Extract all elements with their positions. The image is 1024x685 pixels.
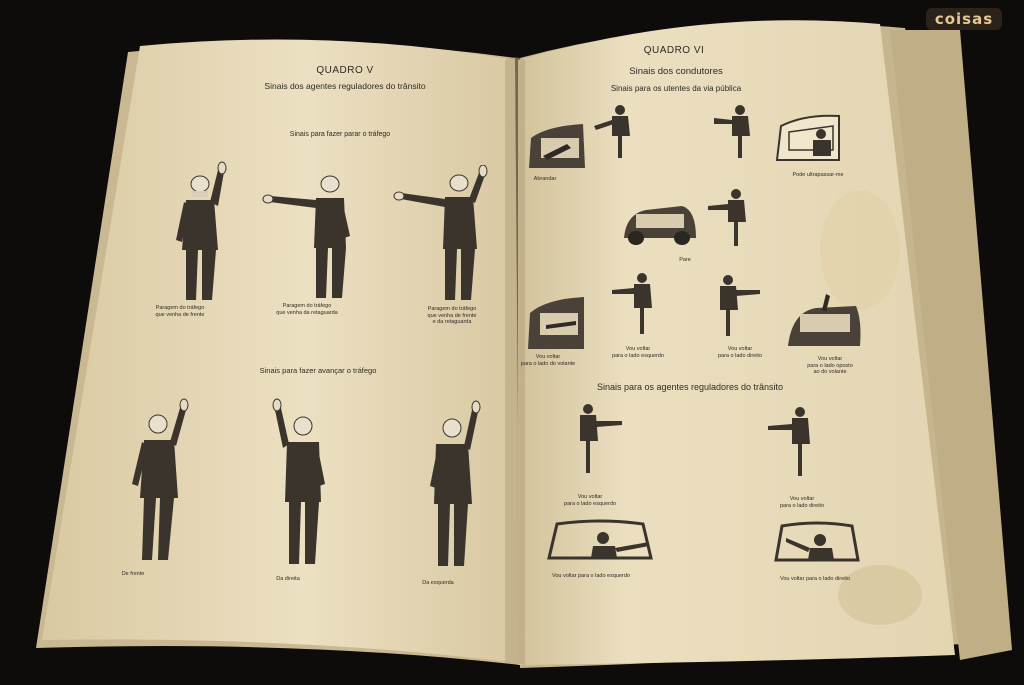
car-rear-turn-right [772, 520, 862, 562]
traffic-agents-heading: Sinais para os agentes reguladores do trânsito [596, 382, 784, 392]
caption-stop: Pare [679, 257, 691, 263]
caption-agent-car-left: Vou voltar para o lado esquerdo [552, 573, 630, 579]
cyclist-turn-left [608, 272, 662, 336]
officer-figure-advance-right [265, 398, 345, 568]
car-window-turn-opposite-left [526, 295, 586, 351]
caption-turn-opposite-right: Vou voltar para o lado oposto ao do volante [807, 356, 853, 375]
caption-overtake: Pode ultrapassar-me [792, 172, 844, 178]
officer-figure-advance-front [120, 398, 200, 563]
caption-turn-left: Vou voltar para o lado esquerdo [612, 346, 664, 359]
caption-agent-cyclist-left: Vou voltar para o lado esquerdo [564, 494, 616, 507]
left-page-title: QUADRO V [316, 65, 374, 76]
car-window-overtake [775, 112, 841, 162]
cyclist-turn-right [712, 274, 766, 338]
caption-turn-opposite-left: Vou voltar para o lado do volante [520, 354, 576, 367]
cyclist-stop [704, 188, 754, 248]
officer-figure-stop-both [393, 165, 493, 305]
right-page-title: QUADRO VI [643, 45, 705, 56]
watermark-logo: coisas [926, 8, 1002, 30]
caption-turn-right: Vou voltar para o lado direito [717, 346, 763, 359]
stop-traffic-heading: Sinais para fazer parar o tráfego [289, 131, 391, 138]
left-page-subtitle: Sinais dos agentes reguladores do trânsito [264, 81, 426, 91]
right-page-subtitle: Sinais dos condutores [629, 66, 723, 77]
caption-stop-front: Paragem do tráfego que venha de frente [155, 305, 205, 318]
cyclist-signal-agent-right [766, 406, 820, 478]
caption-stop-both: Paragem do tráfego que venha de frente e da retaguarda [427, 306, 477, 325]
caption-stop-rear: Paragem do tráfego que venha da retaguarda [276, 303, 338, 316]
advance-traffic-heading: Sinais para fazer avançar o tráfego [259, 366, 377, 375]
cyclist-signal-agent-left [574, 403, 628, 475]
officer-figure-stop-rear [260, 170, 360, 300]
caption-agent-cyclist-right: Vou voltar para o lado direito [779, 496, 825, 509]
public-road-users-heading: Sinais para os utentes da via pública [610, 84, 742, 93]
car-rear-turn-left [545, 518, 655, 560]
caption-slow-down: Abrandar [533, 176, 557, 182]
caption-advance-front: De frente [121, 571, 145, 577]
officer-figure-advance-left [418, 400, 498, 570]
car-window-slow-down [527, 120, 587, 170]
cyclist-slow-down [590, 104, 640, 160]
caption-advance-right: Da direita [276, 576, 300, 582]
caption-advance-left: Da esquerda [422, 580, 454, 586]
officer-figure-stop-front [160, 160, 240, 302]
car-turn-opposite-right [786, 290, 862, 350]
car-stop [622, 198, 698, 246]
caption-agent-car-right: Vou voltar para o lado direito [779, 576, 851, 582]
cyclist-overtake [710, 104, 760, 160]
